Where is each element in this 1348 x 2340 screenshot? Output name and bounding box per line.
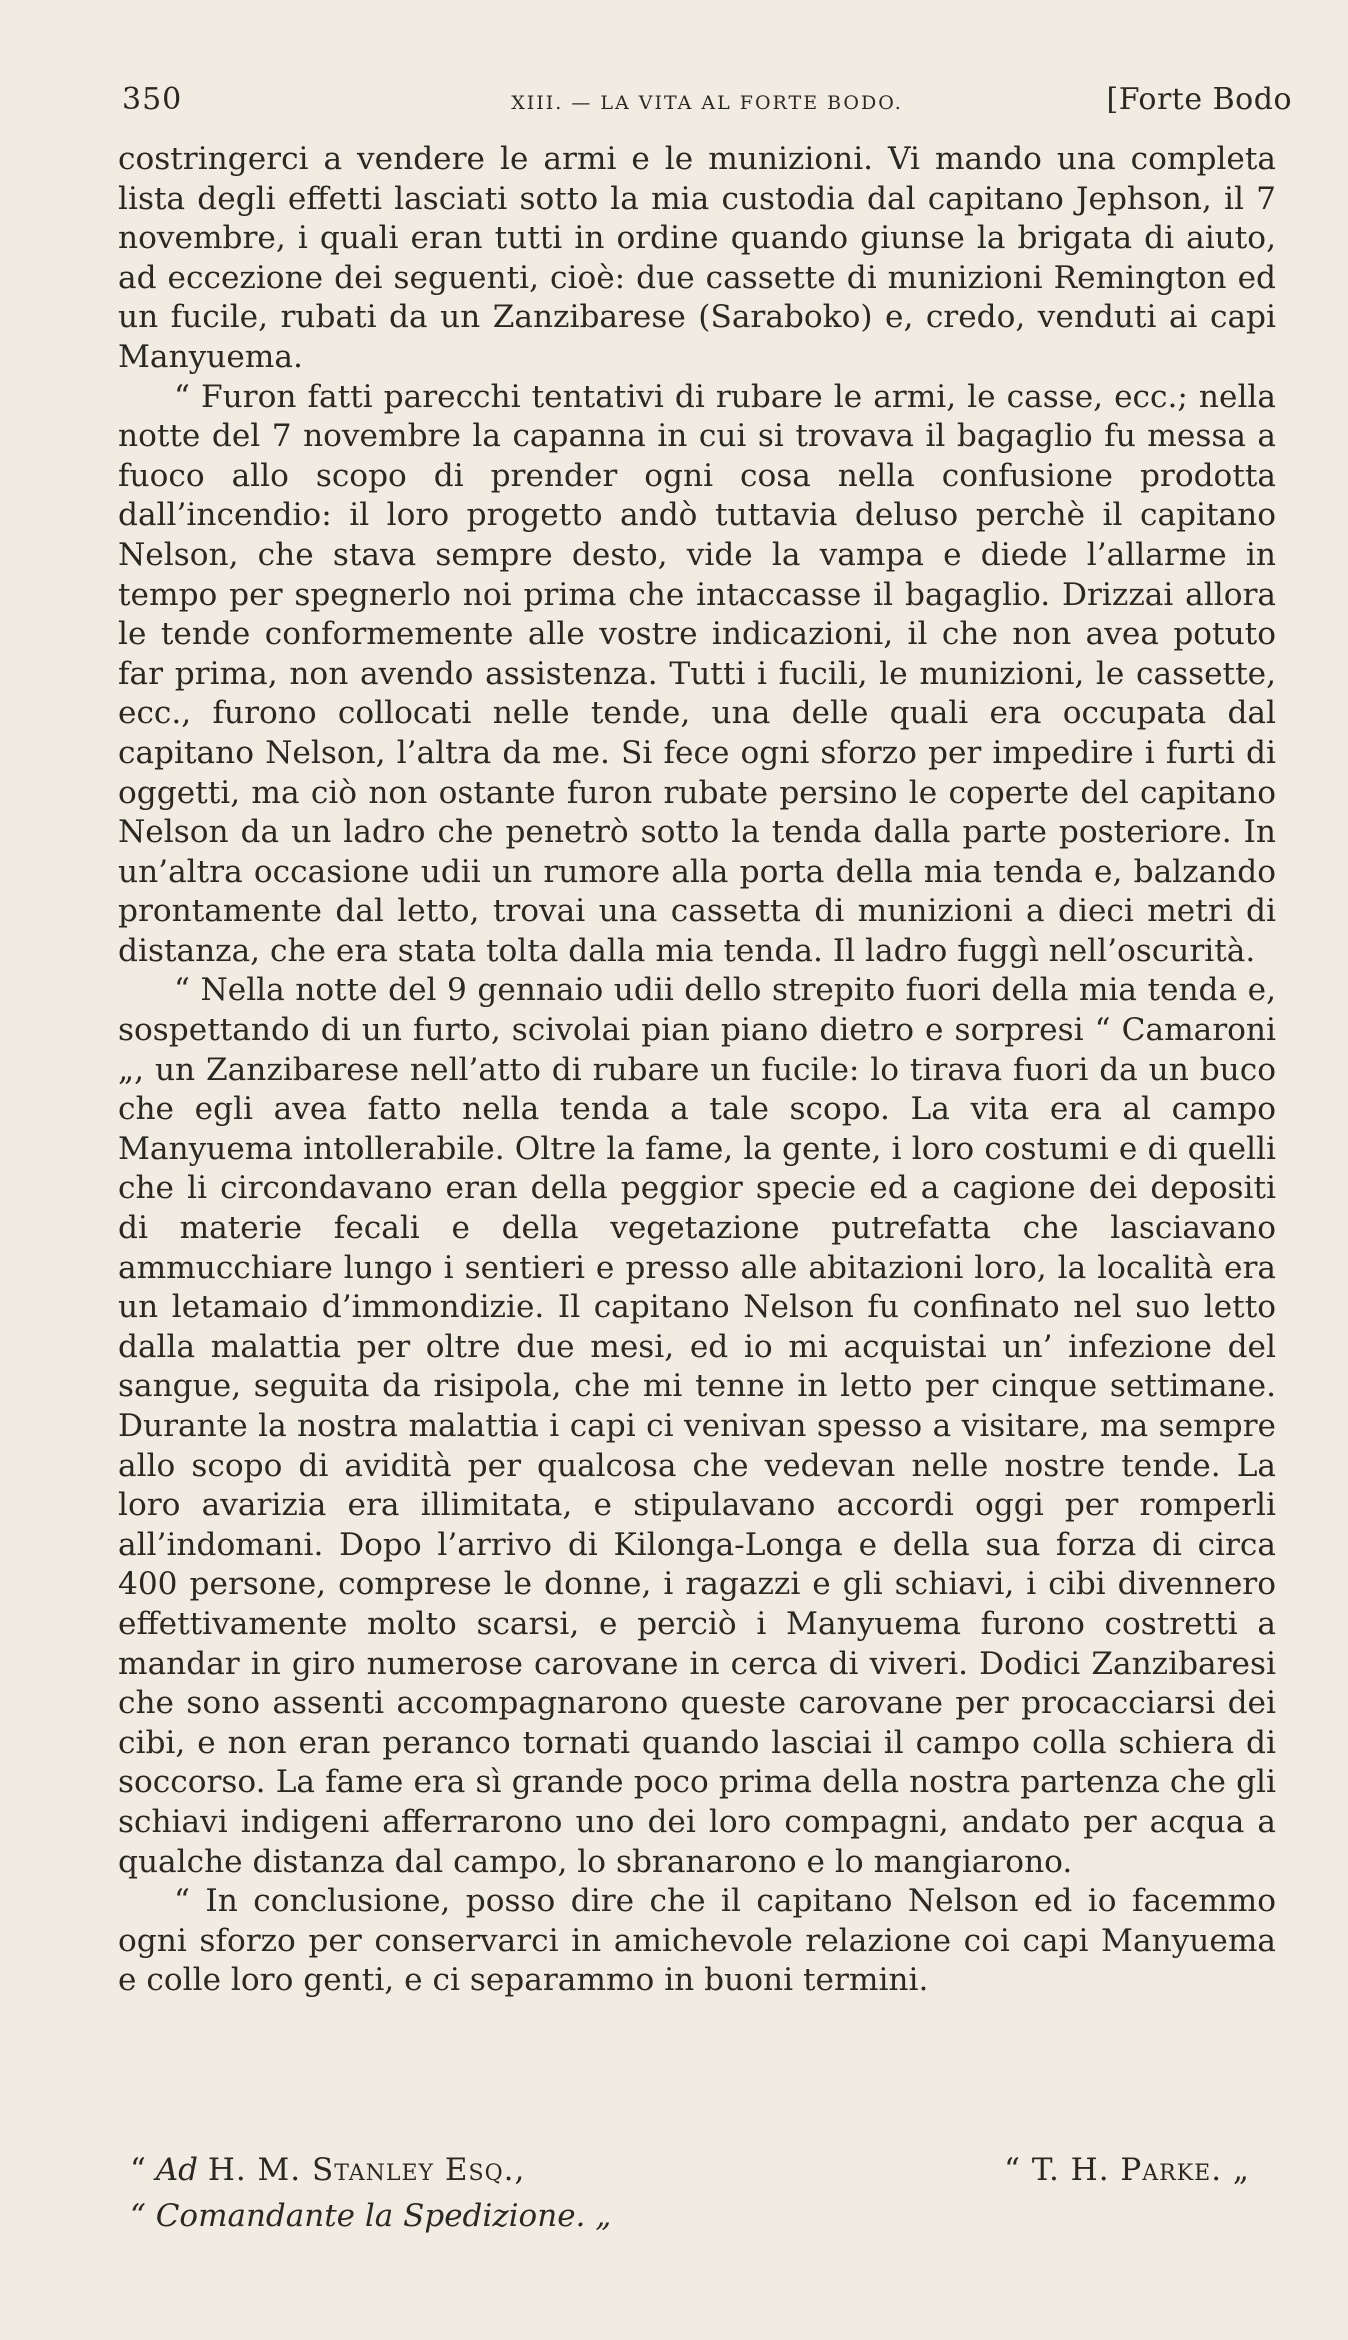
addressee-quote: “	[130, 2152, 146, 2188]
body-text	[118, 140, 1276, 2001]
running-title: XIII. — LA VITA AL FORTE BODO.	[511, 92, 903, 114]
signature-block	[130, 2147, 1280, 2239]
addressee-name: H. M. Stanley Esq.,	[207, 2152, 526, 2188]
paragraph: “ Nella notte del 9 gennaio udii dello strepito fuori della mia tenda e, sospettando di un furto, scivolai pian piano dietro e sorpresi “ Camaroni „, un Zanzibarese nell’atto di rubare un fucile: lo tirava fuori da un buco che egli avea fatto nella tenda a tale scopo. La vita era al campo Manyuema intollerabile. Oltre la fame, la gente, i loro costumi e di quelli che li circondavano eran della peggior specie ed a cagione dei depositi di materie fecali e della vegetazione putrefatta che lasciavano ammucchiare lungo i sentieri e presso alle abitazioni loro, la località era un letamaio d’immondizie. Il capitano Nelson fu confinato nel suo letto dalla malattia per oltre due mesi, ed io mi acquistai un’ infezione del sangue, seguita da risipola, che mi tenne in letto per cinque settimane. Durante la nostra malattia i capi ci venivan spesso a visitare, ma sempre allo scopo di avidità per qualcosa che vedevan nelle nostre tende. La loro avarizia era illimitata, e stipulavano accordi oggi per romperli all’indomani. Dopo l’arrivo di Kilonga-Longa e della sua forza di circa 400 persone, comprese le donne, i ragazzi e gli schiavi, i cibi divennero effettivamente molto scarsi, e perciò i Manyuema furono costretti a mandar in giro numerose carovane in cerca di viveri. Dodici Zanzibaresi che sono assenti accompagnarono queste carovane per procacciarsi dei cibi, e non eran peranco tornati quando lasciai il campo colla schiera di soccorso. La fame era sì grande poco prima della nostra partenza che gli schiavi indigeni afferrarono uno dei loro compagni, andato per acqua a qualche distanza dal campo, lo sbranarono e lo mangiarono.	[118, 972, 1276, 1880]
paragraph: costringerci a vendere le armi e le munizioni. Vi mando una completa lista degli effetti lasciati sotto la mia custodia dal capitano Jephson, il 7 novembre, i quali eran tutti in ordine quando giunse la brigata di aiuto, ad eccezione dei seguenti, cioè: due cassette di munizioni Remington ed un fucile, rubati da un Zanzibarese (Saraboko) e, credo, venduti ai capi Manyuema.	[118, 141, 1276, 375]
page-header	[122, 82, 1292, 132]
running-location: [Forte Bodo	[1106, 82, 1292, 117]
signature-row	[130, 2193, 1280, 2239]
paragraph: “ Furon fatti parecchi tentativi di rubare le armi, le casse, ecc.; nella notte del 7 novembre la capanna in cui si trovava il bagaglio fu messa a fuoco allo scopo di prender ogni cosa nella confusione prodotta dall’incendio: il loro progetto andò tuttavia deluso perchè il capitano Nelson, che stava sempre desto, vide la vampa e diede l’allarme in tempo per spegnerlo noi prima che intaccasse il bagaglio. Drizzai allora le tende conformemente alle vostre indicazioni, il che non avea potuto far prima, non avendo assistenza. Tutti i fucili, le munizioni, le cassette, ecc., furono collocati nelle tende, una delle quali era occupata dal capitano Nelson, l’altra da me. Si fece ogni sforzo per impedire i furti di oggetti, ma ciò non ostante furon rubate persino le coperte del capitano Nelson da un ladro che penetrò sotto la tenda dalla parte posteriore. In un’altra occasione udii un rumore alla porta della mia tenda e, balzando prontamente dal letto, trovai una cassetta di munizioni a dieci metri di distanza, che era stata tolta dalla mia tenda. Il ladro fuggì nell’oscurità.	[118, 378, 1276, 969]
paragraph: “ In conclusione, posso dire che il capitano Nelson ed io facemmo ogni sforzo per conservarci in amichevole relazione coi capi Manyuema e colle loro genti, e ci separammo in buoni termini.	[118, 1883, 1276, 1999]
signatory: “ T. H. Parke. „	[1004, 2152, 1250, 2188]
signature-row	[130, 2147, 1280, 2193]
addressee-ad: Ad	[155, 2152, 198, 2188]
page-number: 350	[122, 82, 183, 117]
addressee	[130, 2147, 525, 2193]
addressee-title: “ Comandante la Spedizione. „	[130, 2198, 612, 2234]
